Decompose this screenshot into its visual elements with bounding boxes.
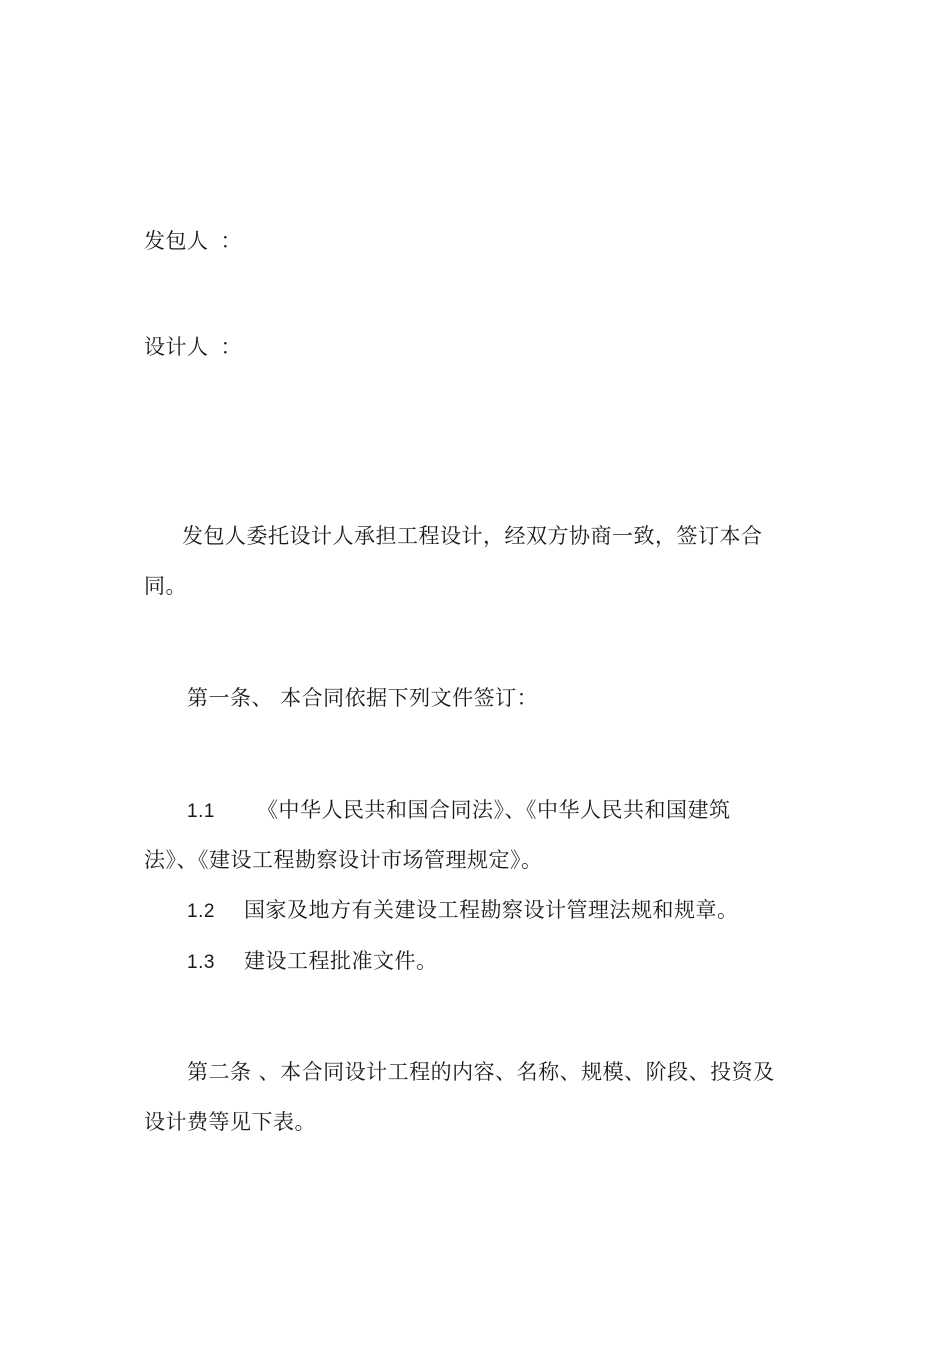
- designer-colon: ：: [220, 335, 242, 359]
- employer-label: 发包人: [144, 229, 209, 253]
- item-1-3-number: 1.3: [187, 952, 215, 973]
- item-1-1: [187, 798, 731, 824]
- article-1-heading: 第一条、 本合同依据下列文件签订：: [187, 686, 539, 710]
- item-1-1-number: 1.1: [187, 801, 215, 822]
- employer-colon: ：: [220, 229, 242, 253]
- intro-line-2: 同。: [144, 574, 187, 598]
- item-1-2-number: 1.2: [187, 901, 215, 922]
- designer-label: 设计人: [144, 335, 209, 359]
- designer-field: [144, 335, 242, 359]
- item-1-1-continued: 法》、《建设工程勘察设计市场管理规定》。: [144, 848, 543, 872]
- item-1-2: [187, 898, 739, 924]
- article-2-line-1: 第二条 、本合同设计工程的内容、名称、规模、阶段、投资及: [187, 1060, 775, 1084]
- item-1-2-text: 国家及地方有关建设工程勘察设计管理法规和规章。: [244, 898, 739, 922]
- item-1-1-text: 《中华人民共和国合同法》、《中华人民共和国建筑: [257, 798, 731, 822]
- intro-line-1: 发包人委托设计人承担工程设计，经双方协商一致，签订本合: [182, 524, 763, 548]
- item-1-3-text: 建设工程批准文件。: [244, 949, 438, 973]
- employer-field: [144, 229, 242, 253]
- article-2-line-2: 设计费等见下表。: [144, 1110, 316, 1134]
- item-1-3: [187, 949, 438, 975]
